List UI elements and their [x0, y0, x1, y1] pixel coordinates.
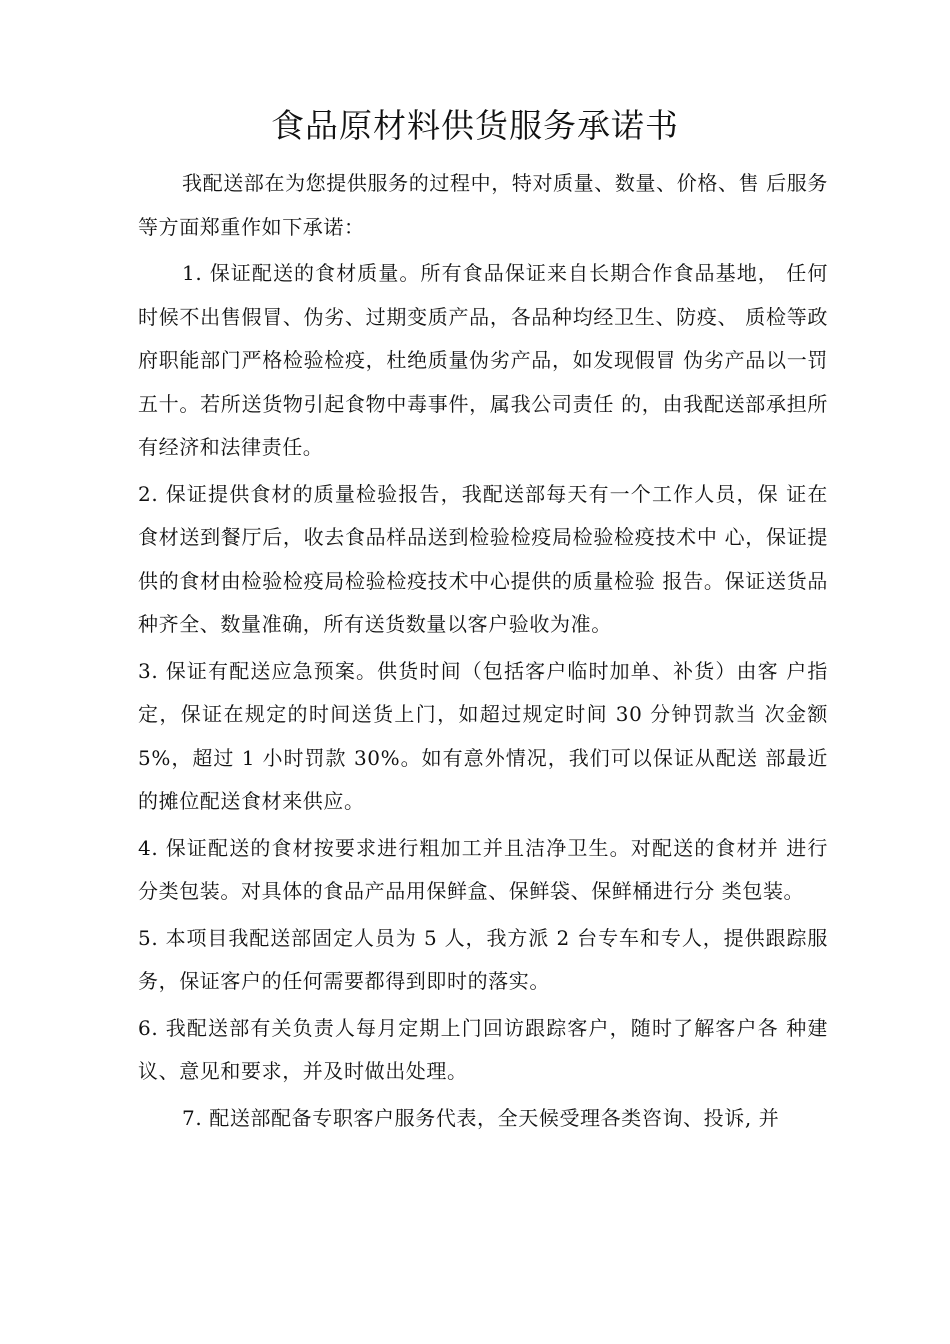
commitment-item-4: 4. 保证配送的食材按要求进行粗加工并且洁净卫生。对配送的食材并 进行分类包装。对具体的食品产品用保鲜盒、保鲜袋、保鲜桶进行分 类包装。: [138, 835, 828, 903]
commitment-item-2: 2. 保证提供食材的质量检验报告，我配送部每天有一个工作人员，保 证在食材送到餐厅后，收去食品样品送到检验检疫局检验检疫技术中 心，保证提供的食材由检验检疫局检验检疫技术中心提供的质量检验 报告。保证送货品种齐全、数量准确，所有送货数量以客户验收为准。: [138, 481, 828, 636]
commitment-item-1: 1. 保证配送的食材质量。所有食品保证来自长期合作食品基地， 任何时候不出售假冒、伪劣、过期变质产品，各品种均经卫生、防疫、 质检等政府职能部门严格检验检疫，杜绝质量伪劣产品，如发现假冒 伪劣产品以一罚五十。若所送货物引起食物中毒事件，属我公司责任 的，由我配送部承担所有经济和法律责任。: [138, 261, 828, 459]
intro-paragraph: 我配送部在为您提供服务的过程中，特对质量、数量、价格、售 后服务等方面郑重作如下承诺：: [138, 171, 828, 239]
commitment-item-6: 6. 我配送部有关负责人每月定期上门回访跟踪客户，随时了解客户各 种建议、意见和要求，并及时做出处理。: [138, 1015, 828, 1083]
document-body: [138, 162, 828, 1143]
document-title: 食品原材料供货服务承诺书: [271, 106, 679, 145]
commitment-item-5: 5. 本项目我配送部固定人员为 5 人，我方派 2 台专车和专人，提供跟踪服务，保证客户的任何需要都得到即时的落实。: [138, 925, 828, 993]
commitment-item-3: 3. 保证有配送应急预案。供货时间（包括客户临时加单、补货）由客 户指定，保证在规定的时间送货上门，如超过规定时间 30 分钟罚款当 次金额 5%，超过 1 小时罚款 30%。如有意外情况，我们可以保证从配送 部最近的摊位配送食材来供应。: [138, 658, 828, 813]
commitment-item-7: 7. 配送部配备专职客户服务代表，全天候受理各类咨询、投诉, 并: [182, 1105, 780, 1130]
